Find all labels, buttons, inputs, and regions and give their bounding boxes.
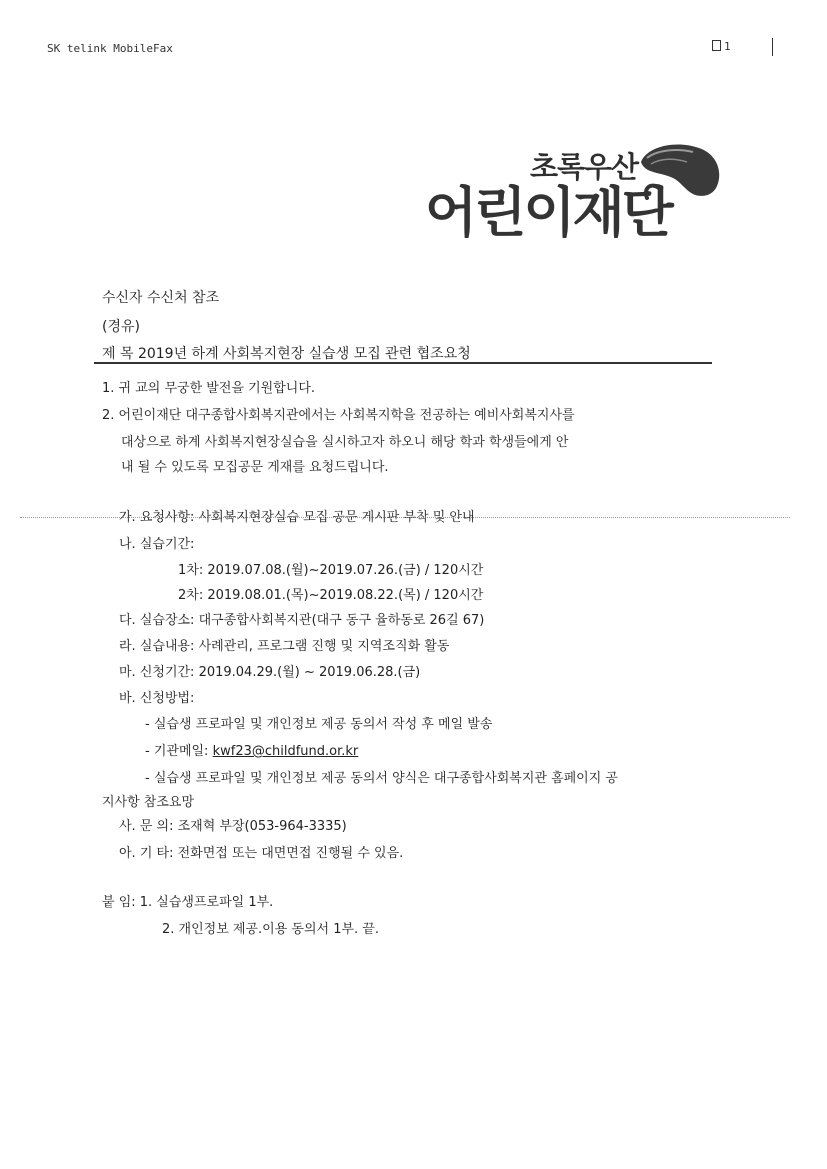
- recipient-line: 수신자 수신처 참조: [102, 290, 220, 306]
- item-sa: 사. 문 의: 조재혁 부장(053-964-3335): [119, 819, 347, 834]
- fax-page-number: [712, 40, 731, 53]
- item-na: 나. 실습기간:: [119, 537, 195, 552]
- period-2: 2차: 2019.08.01.(목)~2019.08.22.(목) / 120시간: [178, 588, 484, 603]
- header-rule: [94, 362, 712, 364]
- method-3-line-1: - 실습생 프로파일 및 개인정보 제공 동의서 양식은 대구종합사회복지관 홈페이지 공: [145, 771, 618, 786]
- method-1: - 실습생 프로파일 및 개인정보 제공 동의서 작성 후 메일 발송: [145, 717, 493, 732]
- contact-email-link[interactable]: kwf23@childfund.or.kr: [212, 744, 359, 759]
- method-2: [145, 740, 358, 759]
- method-3-line-2: 지사항 참조요망: [102, 795, 195, 810]
- period-1: 1차: 2019.07.08.(월)~2019.07.26.(금) / 120시간: [178, 563, 484, 578]
- item-ga: 가. 요청사항: 사회복지현장실습 모집 공문 게시판 부착 및 안내: [119, 510, 475, 525]
- childfund-logo: [425, 140, 725, 244]
- subject-line: 제 목 2019년 하계 사회복지현장 실습생 모집 관련 협조요청: [102, 346, 471, 362]
- logo-subtitle: 초록우산: [530, 150, 639, 184]
- paragraph-2-line-2: 대상으로 하계 사회복지현장실습을 실시하고자 하오니 해당 학과 학생들에게 안: [121, 435, 569, 450]
- paragraph-1: 1. 귀 교의 무궁한 발전을 기원합니다.: [102, 381, 316, 396]
- paragraph-2-line-1: 2. 어린이재단 대구종합사회복지관에서는 사회복지학을 전공하는 예비사회복지사를: [102, 408, 575, 423]
- item-a: 아. 기 타: 전화면접 또는 대면면접 진행될 수 있음.: [119, 846, 404, 861]
- item-ba: 바. 신청방법:: [119, 691, 195, 706]
- item-da: 다. 실습장소: 대구종합사회복지관(대구 동구 율하동로 26길 67): [119, 613, 485, 628]
- page-number: 1: [724, 40, 731, 53]
- attachment-line-2: 2. 개인정보 제공.이용 동의서 1부. 끝.: [162, 922, 379, 937]
- fax-divider: [772, 38, 773, 56]
- logo-title: 어린이재단: [425, 181, 671, 244]
- fax-sender: SK telink MobileFax: [47, 42, 173, 55]
- attachment-line-1: 붙 임: 1. 실습생프로파일 1부.: [102, 895, 274, 910]
- item-ma: 마. 신청기간: 2019.04.29.(월) ~ 2019.06.28.(금): [119, 665, 421, 680]
- paragraph-2-line-3: 내 될 수 있도록 모집공문 게재를 요청드립니다.: [121, 460, 389, 475]
- method-2-label: - 기관메일:: [145, 744, 213, 759]
- item-ra: 라. 실습내용: 사례관리, 프로그램 진행 및 지역조직화 활동: [119, 639, 450, 654]
- via-line: (경유): [102, 319, 140, 335]
- page-icon: [712, 40, 721, 51]
- umbrella-icon: [637, 142, 723, 212]
